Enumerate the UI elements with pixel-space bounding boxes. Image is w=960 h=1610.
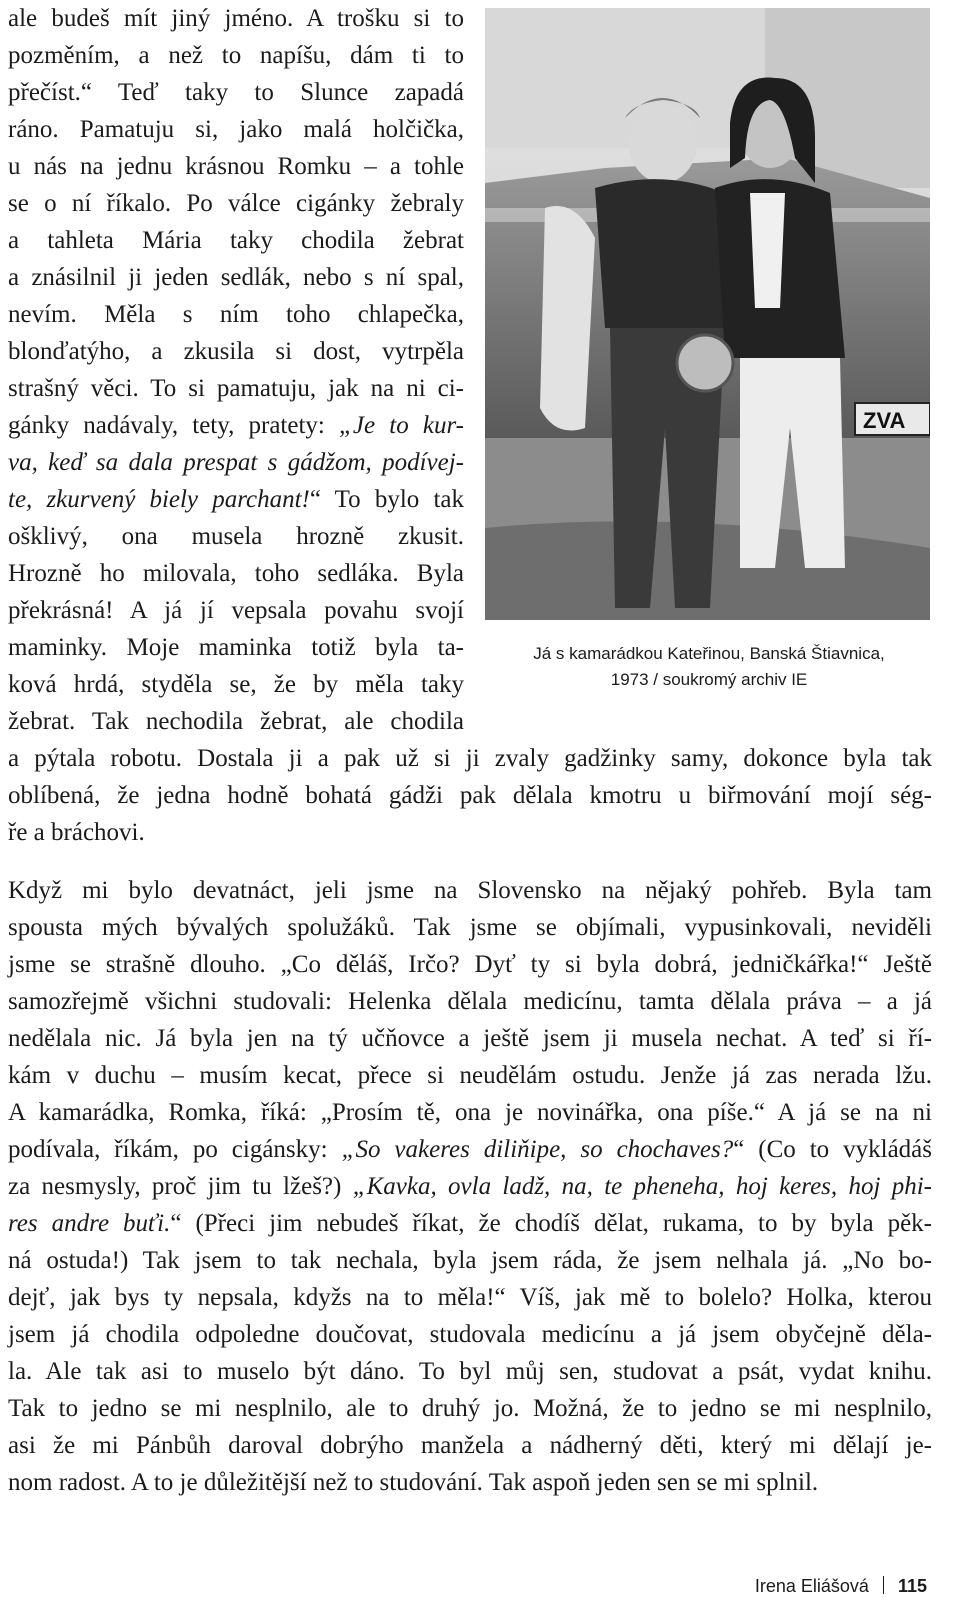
text-run: “ (Co to vykládáš	[733, 1136, 932, 1163]
text-line: Hrozně ho milovala, toho sedláka. Byla	[8, 560, 464, 587]
text-line: strašný věci. To si pamatuju, jak na ni ci-	[8, 375, 464, 402]
text-line: nevím. Měla s ním toho chlapečka,	[8, 301, 464, 328]
page-number: 115	[897, 1576, 927, 1596]
text-line	[8, 1168, 932, 1205]
text-run: “ (Přeci jim nebudeš říkat, že chodíš dělat, rukama, to by byla pěk-	[170, 1210, 932, 1237]
text-line: oblíbená, že jedna hodně bohatá gádži pak dělala kmotru u biřmování mojí ség-	[8, 782, 932, 809]
text-run: “ To bylo tak	[309, 486, 464, 513]
text-line: ková hrdá, styděla se, že by měla taky	[8, 671, 464, 698]
text-line: u nás na jednu krásnou Romku – a tohle	[8, 153, 464, 180]
photo-icon	[485, 8, 930, 620]
photo-caption: 1973 / soukromý archiv IE	[610, 670, 808, 689]
photo-caption: Já s kamarádkou Kateřinou, Banská Štiavnica,	[533, 644, 885, 663]
footer-author: Irena Eliášová	[754, 1576, 869, 1596]
text-line	[8, 481, 464, 518]
footer-divider	[883, 1576, 884, 1594]
text-line: dejť, jak bys ty nepsala, kdyžs na to měla!“ Víš, jak mě to bolelo? Holka, kterou	[8, 1284, 932, 1311]
text-line: spousta mých bývalých spolužáků. Tak jsme se objímali, vypusinkovali, neviděli	[8, 914, 932, 941]
romani-quote: res andre buťi.	[8, 1210, 171, 1237]
text-line: překrásná! A já jí vepsala povahu svojí	[8, 597, 464, 624]
text-line: jsem já chodila odpoledne doučovat, studovala medicínu a já jsem obyčejně děla-	[8, 1321, 932, 1348]
text-line: se o ní říkalo. Po válce cigánky žebraly	[8, 190, 464, 217]
romani-quote: „Kavka, ovla ladž, na, te pheneha, hoj keres, hoj phi-	[352, 1173, 933, 1200]
text-line: a pýtala robotu. Dostala ji a pak už si ji zvaly gadžinky samy, dokonce byla tak	[8, 745, 932, 772]
text-line: la. Ale tak asi to muselo být dáno. To byl můj sen, studovat a psát, vydat knihu.	[8, 1358, 932, 1385]
text-line: ale budeš mít jiný jméno. A trošku si to	[8, 5, 464, 32]
text-line: přečíst.“ Teď taky to Slunce zapadá	[8, 79, 464, 106]
text-line: ná ostuda!) Tak jsem to tak nechala, byla jsem ráda, že jsem nelhala já. „No bo-	[8, 1247, 932, 1274]
text-line: žebrat. Tak nechodila žebrat, ale chodila	[8, 708, 464, 735]
text-line: maminky. Moje maminka totiž byla ta-	[8, 634, 464, 661]
text-line: samozřejmě všichni studovali: Helenka dělala medicínu, tamta dělala práva – a já	[8, 988, 932, 1015]
quoted-dialect-text: „Je to kur-	[339, 412, 464, 439]
text-line: blonďatýho, a zkusila si dost, vytrpěla	[8, 338, 464, 365]
text-line: pozměním, a než to napíšu, dám ti to	[8, 42, 464, 69]
text-line: ráno. Pamatuju si, jako malá holčička,	[8, 116, 464, 143]
text-line: nedělala nic. Já byla jen na tý učňovce a ještě jsem ji musela nechat. A teď si ří-	[8, 1025, 932, 1052]
romani-quote: „So vakeres diliňipe, so chochaves?	[341, 1136, 734, 1163]
svg-text:ZVA: ZVA	[863, 408, 906, 433]
text-line: kám v duchu – musím kecat, přece si neudělám ostudu. Jenže já zas nerada lžu.	[8, 1062, 932, 1089]
page-footer	[755, 1575, 927, 1597]
text-run: podívala, říkám, po cigánsky:	[8, 1136, 328, 1163]
text-line: ošklivý, ona musela hrozně zkusit.	[8, 523, 464, 550]
text-line: Tak to jedno se mi nesplnilo, ale to druhý jo. Možná, že to jedno se mi nesplnilo,	[8, 1395, 932, 1422]
text-line: Když mi bylo devatnáct, jeli jsme na Slovensko na nějaký pohřeb. Byla tam	[8, 877, 932, 904]
text-run: gánky nadávaly, tety, pratety:	[8, 412, 325, 439]
text-line: ře a bráchovi.	[8, 819, 145, 846]
text-line: nom radost. A to je důležitější než to studování. Tak aspoň jeden sen se mi splnil.	[8, 1469, 819, 1496]
text-line	[8, 407, 464, 444]
text-line: a tahleta Mária taky chodila žebrat	[8, 227, 464, 254]
text-line	[8, 1205, 932, 1242]
text-line	[8, 1131, 932, 1168]
quoted-dialect-text: va, keď sa dala prespat s gádžom, podívej-	[8, 449, 464, 476]
text-line: A kamarádka, Romka, říká: „Prosím tě, ona je novinářka, ona píše.“ A já se na ni	[8, 1099, 932, 1126]
text-line: asi že mi Pánbůh daroval dobrýho manžela a nádherný děti, který mi dělají je-	[8, 1432, 932, 1459]
quoted-dialect-text: te, zkurvený biely parchant!	[8, 486, 310, 513]
text-line: a znásilnil ji jeden sedlák, nebo s ní spal,	[8, 264, 464, 291]
text-run: za nesmysly, proč jim tu lžeš?)	[8, 1173, 342, 1200]
photo	[485, 8, 930, 620]
text-line: jsme se strašně dlouho. „Co děláš, Irčo? Dyť ty si byla dobrá, jedničkářka!“ Ještě	[8, 951, 932, 978]
